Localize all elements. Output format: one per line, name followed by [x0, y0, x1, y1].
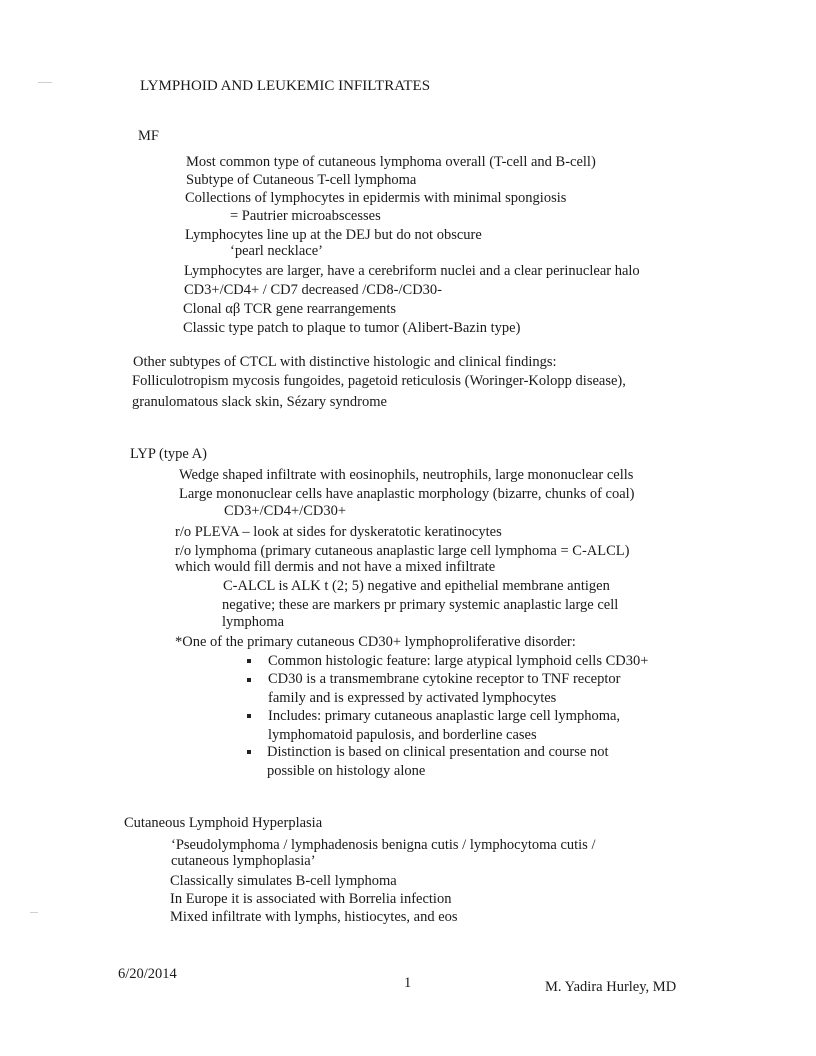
bullet-marker — [247, 714, 251, 718]
scan-speck — [38, 82, 52, 83]
mf-line: Clonal αβ TCR gene rearrangements — [183, 301, 397, 317]
lyp-bullet-line: possible on histology alone — [267, 763, 426, 779]
lyp-line: r/o PLEVA – look at sides for dyskeratotic keratinocytes — [175, 524, 502, 540]
mf-line: Classic type patch to plaque to tumor (Alibert-Bazin type) — [183, 320, 521, 336]
mf-line: CD3+/CD4+ / CD7 decreased /CD8-/CD30- — [184, 282, 442, 298]
mf-line: Collections of lymphocytes in epidermis with minimal spongiosis — [185, 190, 567, 206]
lyp-line: C-ALCL is ALK t (2; 5) negative and epithelial membrane antigen — [223, 578, 610, 594]
lyp-line: *One of the primary cutaneous CD30+ lymphoproliferative disorder: — [175, 634, 576, 650]
section-heading-clh: Cutaneous Lymphoid Hyperplasia — [124, 815, 323, 831]
mf-line: Most common type of cutaneous lymphoma overall (T-cell and B-cell) — [186, 154, 596, 170]
bullet-marker — [247, 750, 251, 754]
clh-line: ‘Pseudolymphoma / lymphadenosis benigna cutis / lymphocytoma cutis / — [171, 837, 596, 853]
lyp-bullet-line: Common histologic feature: large atypical lymphoid cells CD30+ — [268, 653, 649, 669]
lyp-line: lymphoma — [222, 614, 285, 630]
clh-line: Mixed infiltrate with lymphs, histiocytes, and eos — [170, 909, 458, 925]
lyp-line: Wedge shaped infiltrate with eosinophils, neutrophils, large mononuclear cells — [179, 467, 634, 483]
lyp-line: r/o lymphoma (primary cutaneous anaplastic large cell lymphoma = C-ALCL) — [175, 543, 630, 559]
section-heading-lyp: LYP (type A) — [130, 446, 207, 462]
bullet-marker — [247, 678, 251, 682]
lyp-bullet-line: CD30 is a transmembrane cytokine receptor to TNF receptor — [268, 671, 621, 687]
lyp-line: negative; these are markers pr primary systemic anaplastic large cell — [222, 597, 619, 613]
lyp-line: CD3+/CD4+/CD30+ — [224, 503, 347, 519]
mf-line: ‘pearl necklace’ — [230, 243, 323, 259]
bullet-marker — [247, 659, 251, 663]
section-heading-mf: MF — [138, 128, 159, 144]
ctcl-line: Folliculotropism mycosis fungoides, pagetoid reticulosis (Woringer-Kolopp disease), — [132, 373, 626, 389]
mf-line: Subtype of Cutaneous T-cell lymphoma — [186, 172, 417, 188]
lyp-bullet-line: Distinction is based on clinical presentation and course not — [267, 744, 609, 760]
footer-author: M. Yadira Hurley, MD — [545, 979, 677, 995]
lyp-bullet-line: family and is expressed by activated lymphocytes — [268, 690, 557, 706]
mf-line: Lymphocytes line up at the DEJ but do not obscure — [185, 227, 482, 243]
lyp-bullet-line: lymphomatoid papulosis, and borderline cases — [268, 727, 537, 743]
footer-page-number: 1 — [404, 975, 412, 991]
footer-date: 6/20/2014 — [118, 966, 177, 982]
lyp-line: Large mononuclear cells have anaplastic morphology (bizarre, chunks of coal) — [179, 486, 635, 502]
page-title: LYMPHOID AND LEUKEMIC INFILTRATES — [140, 78, 431, 94]
lyp-bullet-line: Includes: primary cutaneous anaplastic large cell lymphoma, — [268, 708, 621, 724]
clh-line: cutaneous lymphoplasia’ — [171, 853, 316, 869]
ctcl-line: granulomatous slack skin, Sézary syndrome — [132, 394, 387, 410]
ctcl-line: Other subtypes of CTCL with distinctive histologic and clinical findings: — [133, 354, 557, 370]
lyp-line: which would fill dermis and not have a mixed infiltrate — [175, 559, 496, 575]
mf-line: = Pautrier microabscesses — [230, 208, 381, 224]
clh-line: Classically simulates B-cell lymphoma — [170, 873, 397, 889]
mf-line: Lymphocytes are larger, have a cerebriform nuclei and a clear perinuclear halo — [184, 263, 640, 279]
scan-speck — [30, 912, 38, 913]
clh-line: In Europe it is associated with Borrelia infection — [170, 891, 452, 907]
